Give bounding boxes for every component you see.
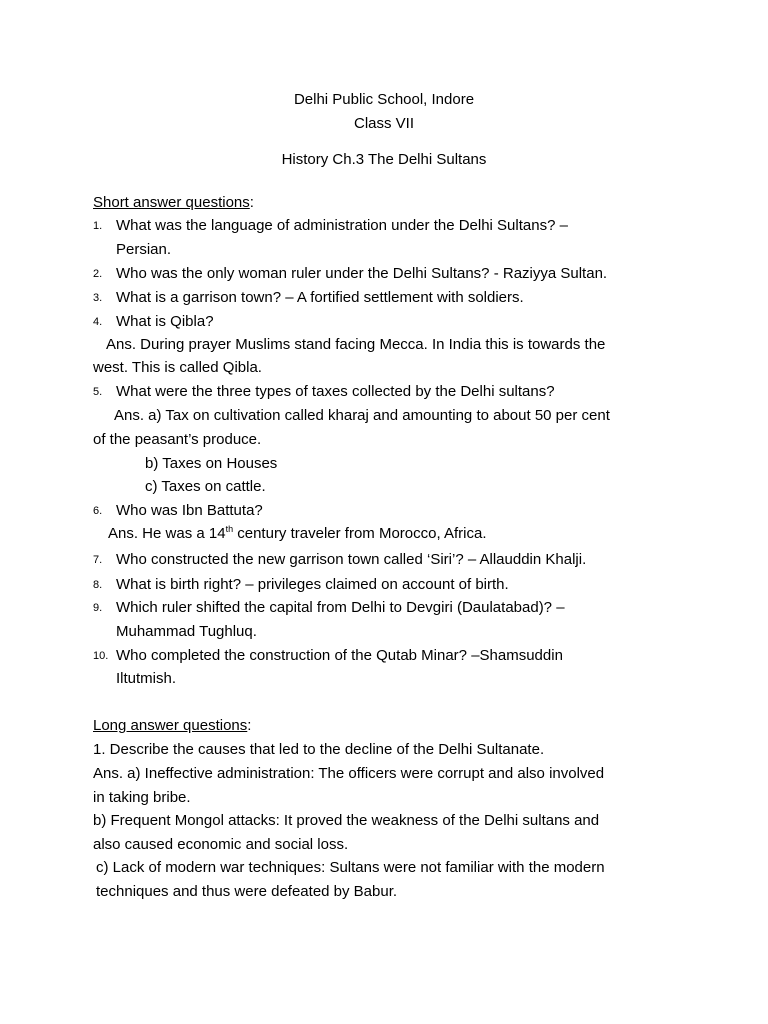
question-text: Who completed the construction of the Qutab Minar? –Shamsuddin [116,647,563,664]
answer-text: Ans. a) Tax on cultivation called kharaj and amounting to about 50 per cent [114,407,610,424]
question-text: Who was Ibn Battuta? [116,502,263,519]
answer-text-continued: of the peasant’s produce. [93,431,262,448]
answer-subitem: b) Taxes on Houses [145,455,278,472]
answer-text: Ans. During prayer Muslims stand facing Mecca. In India this is towards the [106,336,606,353]
question-text: What were the three types of taxes collected by the Delhi sultans? [116,383,555,400]
question-number: 9. [93,602,103,614]
question-text: Who was the only woman ruler under the Delhi Sultans? - Raziyya Sultan. [116,265,608,282]
chapter-title: History Ch.3 The Delhi Sultans [281,151,487,168]
long-answer-text: in taking bribe. [93,789,191,806]
question-number: 2. [93,268,103,280]
question-text: What is birth right? – privileges claimed on account of birth. [116,576,509,593]
question-number: 3. [93,292,103,304]
class-name: Class VII [353,115,414,132]
question-number: 8. [93,579,103,591]
question-number: 4. [93,316,103,328]
question-text-continued: Muhammad Tughluq. [116,623,257,640]
long-answer-text: c) Lack of modern war techniques: Sultans were not familiar with the modern [96,859,605,876]
question-text-continued: Iltutmish. [116,670,177,687]
short-answer-heading: Short answer questions: [93,194,254,211]
long-answer-text: Ans. a) Ineffective administration: The officers were corrupt and also involved [93,765,605,782]
question-number: 1. [93,220,103,232]
long-answer-text: also caused economic and social loss. [93,836,349,853]
long-answer-text: techniques and thus were defeated by Babur. [96,883,398,900]
question-number: 6. [93,505,103,517]
question-text: Who constructed the new garrison town called ‘Siri’? – Allauddin Khalji. [116,551,587,568]
question-number: 7. [93,554,103,566]
question-text-continued: Persian. [116,241,172,258]
answer-text: Ans. He was a 14th century traveler from Morocco, Africa. [108,524,487,542]
question-text: Which ruler shifted the capital from Delhi to Devgiri (Daulatabad)? – [116,599,565,616]
question-text: What is a garrison town? – A fortified settlement with soldiers. [116,289,524,306]
long-answer-text: b) Frequent Mongol attacks: It proved the weakness of the Delhi sultans and [93,812,600,829]
question-number: 5. [93,386,103,398]
school-name: Delhi Public School, Indore [293,91,475,108]
long-answer-heading: Long answer questions: [93,717,252,734]
answer-subitem: c) Taxes on cattle. [145,478,266,495]
question-text: What was the language of administration under the Delhi Sultans? – [116,217,568,234]
question-text: What is Qibla? [116,313,214,330]
long-question-text: 1. Describe the causes that led to the decline of the Delhi Sultanate. [93,741,545,758]
answer-text-continued: west. This is called Qibla. [93,359,262,376]
question-number: 10. [93,650,109,662]
